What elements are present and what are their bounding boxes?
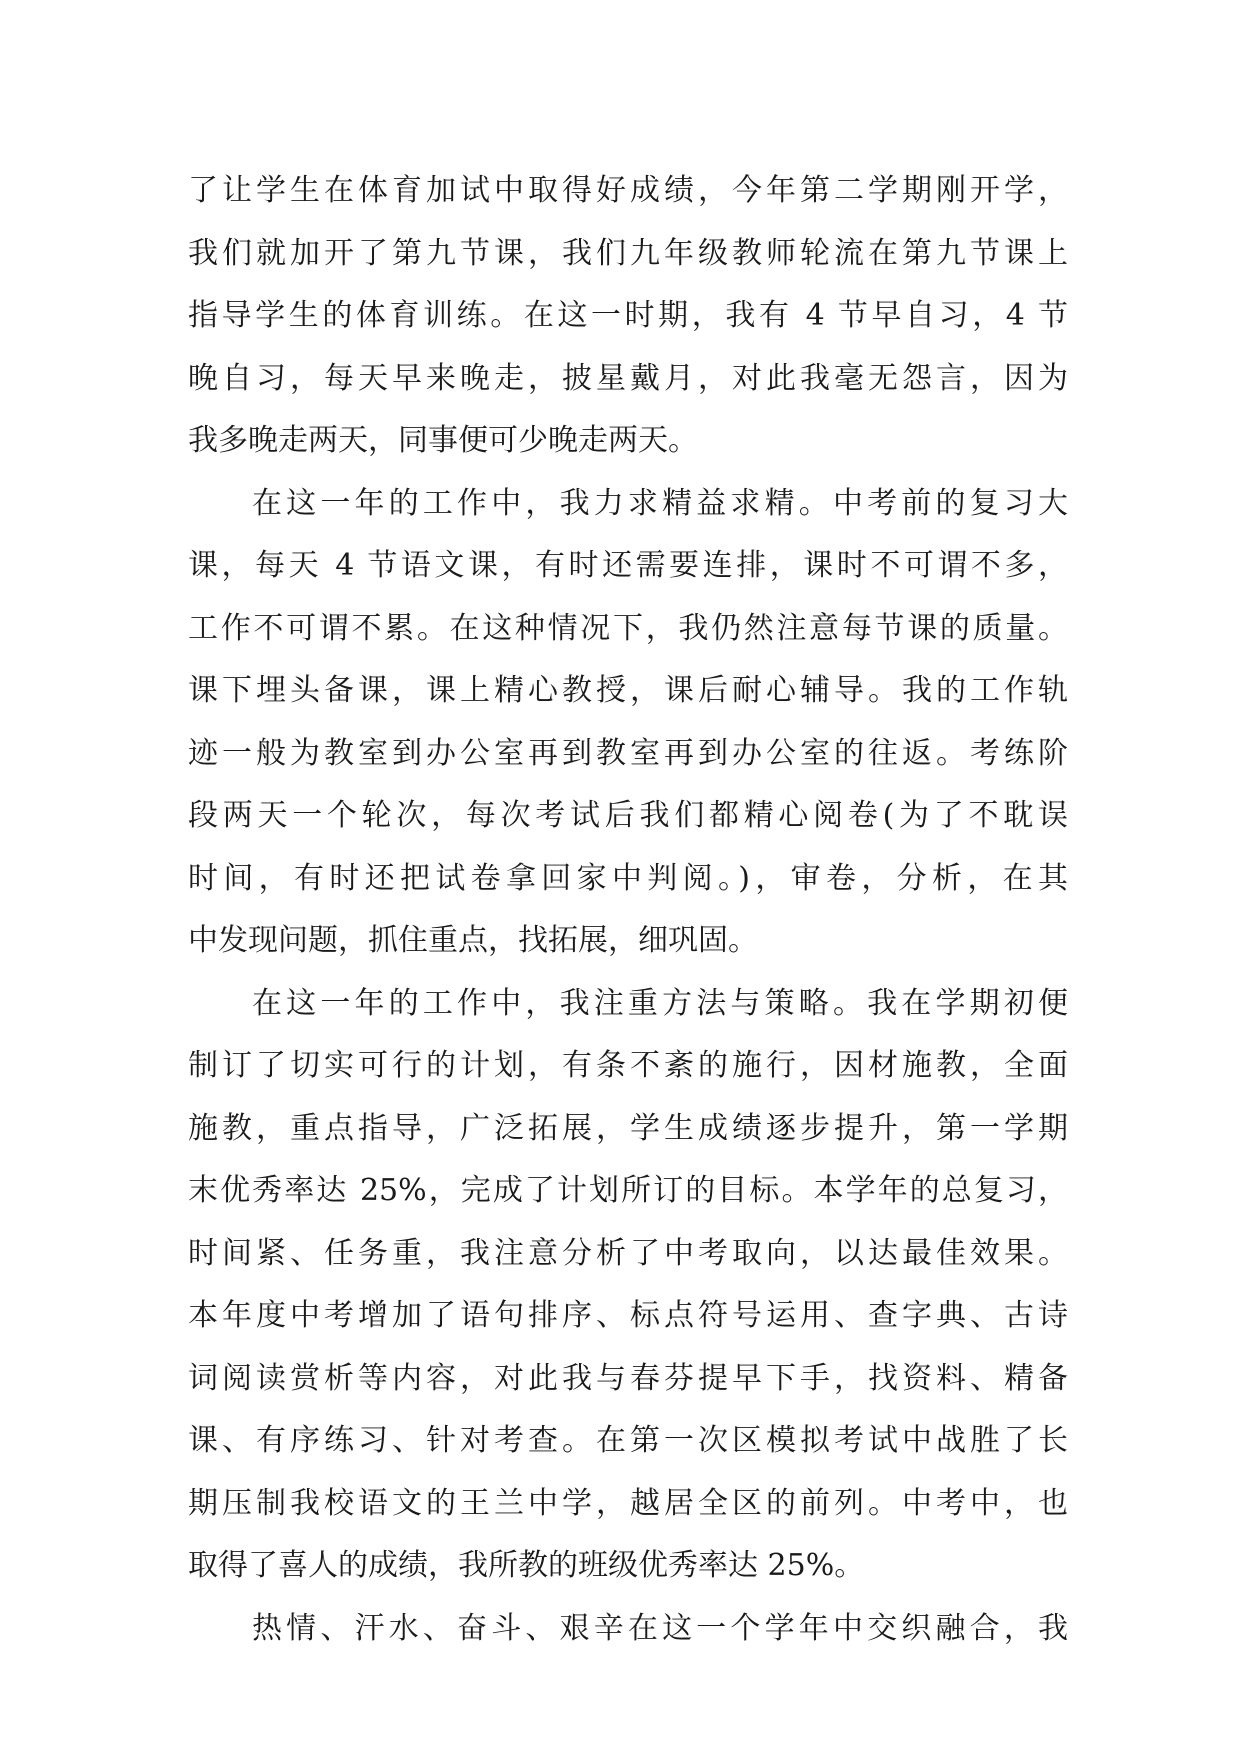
- text-line: 课、有序练习、针对考查。在第一次区模拟考试中战胜了长: [188, 1423, 1068, 1458]
- text-line: 我们就加开了第九节课，我们九年级教师轮流在第九节课上: [188, 235, 1068, 271]
- text-line: 时间，有时还把试卷拿回家中判阅。)，审卷，分析，在其: [188, 860, 1068, 896]
- text-line: 指导学生的体育训练。在这一时期，我有 4 节早自习，4 节: [188, 298, 1068, 333]
- text-line: 词阅读赏析等内容，对此我与春芬提早下手，找资料、精备: [188, 1360, 1068, 1396]
- text-line: 末优秀率达 25%，完成了计划所订的目标。本学年的总复习，: [188, 1173, 1068, 1208]
- text-line: 热情、汗水、奋斗、艰辛在这一个学年中交织融合，我: [252, 1610, 1068, 1646]
- paragraph: [188, 160, 1068, 473]
- text-line: 工作不可谓不累。在这种情况下，我仍然注意每节课的质量。: [188, 610, 1068, 646]
- text-line: 制订了切实可行的计划，有条不紊的施行，因材施教，全面: [188, 1048, 1068, 1083]
- text-line: 课，每天 4 节语文课，有时还需要连排，课时不可谓不多，: [188, 548, 1068, 583]
- text-line: 本年度中考增加了语句排序、标点符号运用、查字典、古诗: [188, 1298, 1068, 1333]
- text-line: 时间紧、任务重，我注意分析了中考取向，以达最佳效果。: [188, 1235, 1068, 1271]
- text-line: 中发现问题，抓住重点，找拓展，细巩固。: [188, 923, 758, 958]
- text-line: 迹一般为教室到办公室再到教室再到办公室的往返。考练阶: [188, 735, 1068, 771]
- paragraph: [188, 973, 1068, 1598]
- text-line: 施教，重点指导，广泛拓展，学生成绩逐步提升，第一学期: [188, 1110, 1068, 1146]
- text-line: 我多晚走两天，同事便可少晚走两天。: [188, 423, 698, 458]
- text-line: 在这一年的工作中，我注重方法与策略。我在学期初便: [252, 985, 1068, 1021]
- paragraph: [188, 1598, 1068, 1661]
- text-line: 段两天一个轮次，每次考试后我们都精心阅卷(为了不耽误: [188, 798, 1068, 833]
- text-line: 了让学生在体育加试中取得好成绩，今年第二学期刚开学，: [188, 173, 1068, 208]
- paragraph: [188, 473, 1068, 973]
- text-line: 在这一年的工作中，我力求精益求精。中考前的复习大: [252, 485, 1068, 521]
- body-text: [188, 160, 1068, 1660]
- text-line: 课下埋头备课，课上精心教授，课后耐心辅导。我的工作轨: [188, 673, 1068, 708]
- text-line: 取得了喜人的成绩，我所教的班级优秀率达 25%。: [188, 1548, 865, 1583]
- text-line: 晚自习，每天早来晚走，披星戴月，对此我毫无怨言，因为: [188, 360, 1068, 396]
- text-line: 期压制我校语文的王兰中学，越居全区的前列。中考中，也: [188, 1485, 1068, 1521]
